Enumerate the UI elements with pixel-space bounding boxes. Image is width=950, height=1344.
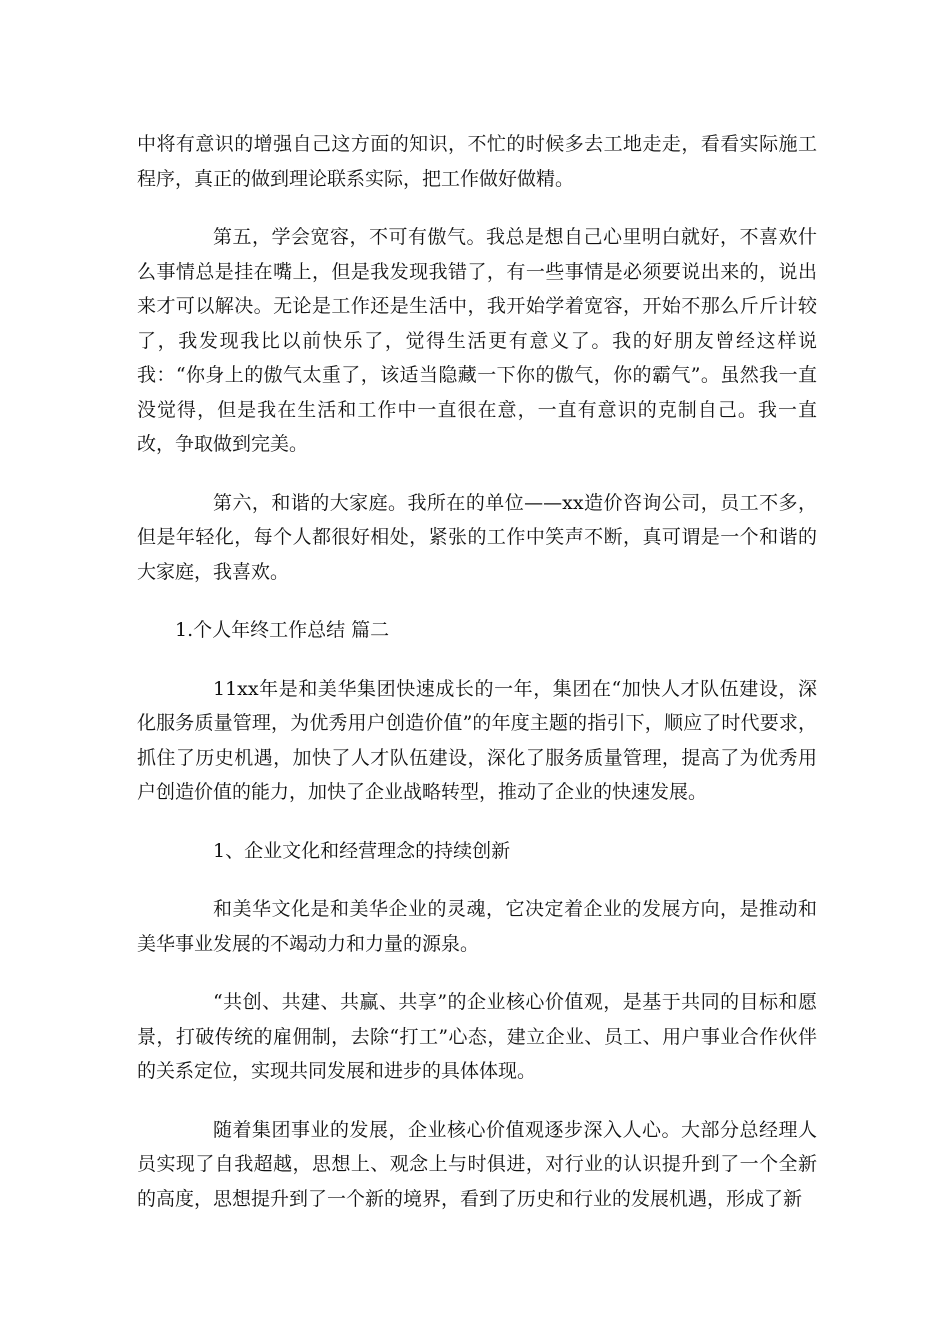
paragraph-sixth-point: 第六，和谐的大家庭。我所在的单位——xx造价咨询公司，员工不多，但是年轻化，每个人都很好相处，紧张的工作中笑声不断，真可谓是一个和谐的大家庭，我喜欢。	[137, 491, 817, 583]
paragraph-fifth-point: 第五，学会宽容，不可有傲气。我总是想自己心里明白就好，不喜欢什么事情总是挂在嘴上，但是我发现我错了，有一些事情是必须要说出来的，说出来才可以解决。无论是工作还是生活中，我开始学着宽容，开始不那么斤斤计较了，我发现我比以前快乐了，觉得生活更有意义了。我的好朋友曾经这样说我：“你身上的傲气太重了，该适当隐藏一下你的傲气，你的霸气”。虽然我一直没觉得，但是我在生活和工作中一直很在意，一直有意识的克制自己。我一直改，争取做到完美。	[137, 226, 817, 455]
subsection-heading: 1、企业文化和经营理念的持续创新	[213, 839, 511, 862]
document-body	[137, 127, 817, 1240]
paragraph-intro: 11xx年是和美华集团快速成长的一年，集团在“加快人才队伍建设，深化服务质量管理，为优秀用户创造价值”的年度主题的指引下，顺应了时代要求，抓住了历史机遇，加快了人才队伍建设，深化了服务质量管理，提高了为优秀用户创造价值的能力，加快了企业战略转型，推动了企业的快速发展。	[137, 677, 817, 803]
paragraph-core-values: “共创、共建、共赢、共享”的企业核心价值观，是基于共同的目标和愿景，打破传统的雇佣制，去除“打工”心态，建立企业、员工、用户事业合作伙伴的关系定位，实现共同发展和进步的具体体现。	[137, 991, 817, 1082]
paragraph-continuation: 中将有意识的增强自己这方面的知识，不忙的时候多去工地走走，看看实际施工程序，真正的做到理论联系实际，把工作做好做精。	[137, 133, 817, 190]
section-heading: 1.个人年终工作总结 篇二	[175, 619, 390, 641]
paragraph-culture: 和美华文化是和美华企业的灵魂，它决定着企业的发展方向，是推动和美华事业发展的不竭动力和力量的源泉。	[137, 898, 817, 955]
paragraph-development: 随着集团事业的发展，企业核心价值观逐步深入人心。大部分总经理人员实现了自我超越，思想上、观念上与时俱进，对行业的认识提升到了一个全新的高度，思想提升到了一个新的境界，看到了历史和行业的发展机遇，形成了新	[137, 1118, 817, 1210]
